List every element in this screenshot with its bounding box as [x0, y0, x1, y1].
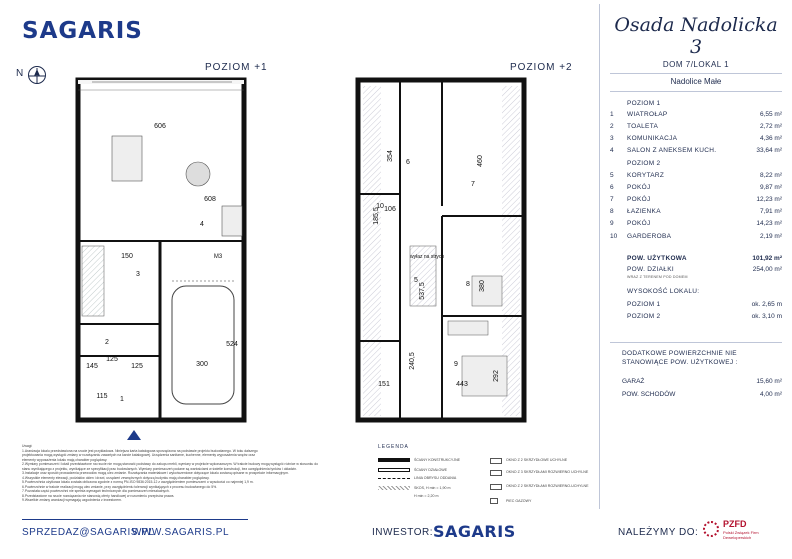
legend — [378, 444, 588, 514]
location-label: Nadolice Małe — [670, 77, 722, 86]
kitchen-counter — [222, 206, 242, 236]
legend-swatch-window — [490, 458, 502, 464]
legend-title: LEGENDA — [378, 444, 409, 450]
legend-item: OKNO Z 3 SKRZYDŁAMI ROZWIERNO UCHYLNE — [506, 470, 589, 474]
level1-heading: POZIOM 1 — [627, 100, 661, 107]
room-number: 7 — [471, 181, 475, 188]
usable-area-row: POW. UŻYTKOWA 101,92 m² — [627, 255, 782, 262]
area-row: 3 KOMUNIKACJA 4,36 m² — [610, 135, 782, 142]
sales-email-link[interactable]: SPRZEDAZ@SAGARIS.PL — [22, 527, 155, 538]
floor-plan-level2 — [352, 76, 532, 426]
plot-area-note: WRAZ Z TERENEM POD DOMEM — [627, 275, 688, 279]
attic-hatch-note: wyłaz na strych — [410, 254, 445, 260]
note-line: elementy wyposażenia lokalu mają charakter poglądowy. — [22, 457, 108, 462]
project-name: Osada Nadolicka 3 — [614, 14, 778, 58]
legend-swatch-outline — [378, 478, 410, 479]
dim-label: 606 — [154, 123, 166, 130]
investor-logo: SAGARIS — [433, 522, 516, 541]
footer-line — [22, 519, 248, 520]
room-number: 4 — [200, 221, 204, 228]
area-row: 9 POKÓJ 14,23 m² — [610, 220, 782, 227]
legend-swatch-slope — [378, 486, 410, 490]
slope-zone-left — [363, 86, 381, 416]
bathtub — [448, 321, 488, 335]
dim-label: 608 — [204, 196, 216, 203]
room-number: 6 — [406, 159, 410, 166]
separator — [610, 91, 782, 92]
dim-label: 537,5 — [419, 282, 426, 300]
bed — [472, 276, 502, 306]
note-line: stanu wynikającego z projektu, wynikające ze specyfikacji prac budowlanych. Wymiary pomieszczeń podane są wartościami w świetle konstrukcji, bez uwzględnienia tynków i okładzin. — [22, 466, 298, 471]
note-line: 8.Przedstawione na rzucie rozwiązania nie stanowią oferty handlowej w rozumieniu przepisów prawa. — [22, 493, 175, 498]
legend-item: OKNO Z 2 SKRZYDŁOWE UCHYLNE — [506, 458, 568, 462]
room-number: 3 — [136, 271, 140, 278]
dim-label: 125 — [106, 356, 118, 363]
note-line: 4.Wszystkie elementy elewacji, podziałów okien i drzwi, urządzeń zewnętrznych dotyczą budynku mają charakter poglądowy. — [22, 475, 210, 480]
sofa — [112, 136, 142, 181]
legend-item: ŚCIANY DZIAŁOWE — [414, 468, 448, 472]
panel-divider — [599, 4, 600, 509]
dim-label: 380 — [479, 280, 486, 292]
pzfd-logo — [703, 515, 773, 547]
note-line: 5.Powierzchnia użytkowa lokalu została obliczona zgodnie z normą PN-ISO 9836:2015-12 z uwzględnieniem pomieszczeń o wysokości co najmniej 1,9 m. — [22, 480, 254, 484]
area-row: 8 ŁAZIENKA 7,91 m² — [610, 208, 782, 215]
room-number: 8 — [466, 281, 470, 288]
pzfd-mark-icon — [703, 521, 719, 537]
table — [186, 162, 210, 186]
website-link[interactable]: WWW.SAGARIS.PL — [132, 527, 230, 538]
pzfd-title: PZFD — [723, 519, 747, 529]
area-row: 5 KORYTARZ 8,22 m² — [610, 172, 782, 179]
entrance-arrow-icon — [127, 430, 141, 440]
plan-title-level2: POZIOM +2 — [510, 62, 573, 73]
room-number: 1 — [120, 396, 124, 403]
dim-label: 240,5 — [409, 352, 416, 370]
note-line: 3.Instalacje oraz sposób prowadzenia przewodów mogą ulec zmianie. Rozwiązania materiałowe i wykończeniowe dotyczące lokalu zostaną opisane w prospekcie informacyjnym. — [22, 471, 289, 475]
room-number: 10 — [376, 203, 384, 210]
area-table — [610, 100, 782, 340]
height-row: POZIOM 1 ok. 2,65 m — [627, 301, 782, 308]
unit-label: DOM 7/LOKAL 1 — [662, 60, 730, 69]
area-row: 10 GARDEROBA 2,19 m² — [610, 233, 782, 240]
note-line: 2.Wymiary pomieszczeń i lokali przedstawione na rzucie nie mogą stanowić podstawy do zakupu mebli, wymiary w projekcie wykonawczym. W trakcie budowy mogą wystąpić różnice w stosunku do — [22, 462, 319, 466]
legend-item: H min = 2,20 m — [414, 494, 439, 498]
pzfd-subtitle: Polski Związek Firm Deweloperskich — [723, 530, 759, 540]
legend-item: PIEC GAZOWY — [506, 499, 532, 503]
legend-swatch-walls — [378, 458, 410, 462]
legend-item: SKOS, H min = 1,90 m — [414, 486, 451, 490]
plot-area-row: POW. DZIAŁKI 254,00 m² — [627, 266, 782, 273]
area-row: 6 POKÓJ 9,87 m² — [610, 184, 782, 191]
dim-label: 150 — [121, 253, 133, 260]
dim-label: 125 — [131, 363, 143, 370]
area-row: 7 POKÓJ 12,23 m² — [610, 196, 782, 203]
note-line: 1.Aranżacja lokalu przedstawiona na rzucie jest przykładowa. Niniejsza karta katalogowa sporządzona na podstawie projektu budowlanego. W toku dalszego — [22, 448, 258, 453]
legend-item: OKNO Z 2 SKRZYDŁAMI ROZWIERNO-UCHYLNE — [506, 484, 589, 488]
legend-item: ŚCIANY KONSTRUKCYJNE — [414, 458, 461, 462]
legend-swatch-window — [490, 470, 502, 476]
dim-label: 151 — [378, 381, 390, 388]
note-line: 7.Pozostała część powierzchni nie spełnia wymagań technicznych dla pomieszczeń mieszkalnych. — [22, 489, 170, 493]
mark-label: M3 — [213, 254, 223, 260]
plan-title-level1: POZIOM +1 — [205, 62, 268, 73]
note-line: projektowania mogą wystąpić zmiany w rozwiązaniu zawartych na karcie katalogowej. Urządzenia sanitarne, kuchenne, elementy wyposażenia wnętrz oraz — [22, 453, 256, 457]
legend-item: LINIA OBRYSU ODDANIA — [414, 476, 457, 480]
legend-swatch-boiler — [490, 498, 498, 504]
area-row: 4 SALON Z ANEKSEM KUCH. 33,64 m² — [610, 147, 782, 154]
legend-swatch-window — [490, 484, 502, 490]
level2-heading: POZIOM 2 — [627, 160, 661, 167]
dim-label: 524 — [226, 341, 238, 348]
note-line: 9.Wszelkie zmiany aranżacji wymagają uzgodnienia z inwestorem. — [22, 498, 122, 502]
brand-logo: SAGARIS — [22, 18, 143, 44]
compass-needle-icon — [16, 66, 56, 86]
dim-label: 145 — [86, 363, 98, 370]
dim-label: 443 — [456, 381, 468, 388]
separator — [610, 342, 782, 343]
car-outline — [172, 286, 234, 404]
note-line: Uwagi: — [22, 444, 33, 448]
dim-label: 300 — [196, 361, 208, 368]
bed-2 — [462, 356, 507, 396]
legend-swatch-partitions — [378, 468, 410, 472]
dim-label: 354 — [387, 150, 394, 162]
dim-label: 460 — [477, 155, 484, 167]
room-number: 9 — [454, 361, 458, 368]
extra-row: GARAŻ 15,60 m² — [622, 378, 782, 385]
stairs — [82, 246, 104, 316]
room-number: 2 — [105, 339, 109, 346]
investor-label: INWESTOR: — [372, 527, 433, 538]
floor-plan-level1 — [72, 76, 252, 426]
member-label: NALEŻYMY DO: — [618, 527, 699, 538]
height-row: POZIOM 2 ok. 3,10 m — [627, 313, 782, 320]
area-row: 1 WIATROŁAP 6,55 m² — [610, 111, 782, 118]
dim-label: 106 — [384, 206, 396, 213]
notes-block — [22, 444, 367, 503]
height-heading: WYSOKOŚĆ LOKALU: — [627, 288, 700, 295]
extra-areas-title: DODATKOWE POWIERZCHNIE NIE STANOWIĄCE POW. UŻYTKOWEJ : — [622, 350, 738, 366]
separator — [610, 73, 782, 74]
room-number: 5 — [414, 277, 418, 284]
dim-label: 292 — [493, 370, 500, 382]
north-label: N — [16, 68, 24, 79]
dim-label: 115 — [96, 393, 108, 400]
north-arrow-icon — [16, 66, 56, 86]
dim-label: 185,5 — [373, 207, 380, 225]
area-row: 2 TOALETA 2,72 m² — [610, 123, 782, 130]
extra-row: POW. SCHODÓW 4,00 m² — [622, 391, 782, 398]
note-line: 6.Powierzchnie w trakcie realizacji mogą ulec zmianie, przy uwzględnieniu tolerancji wynikających z procesu budowlanego do 5%. — [22, 484, 218, 489]
